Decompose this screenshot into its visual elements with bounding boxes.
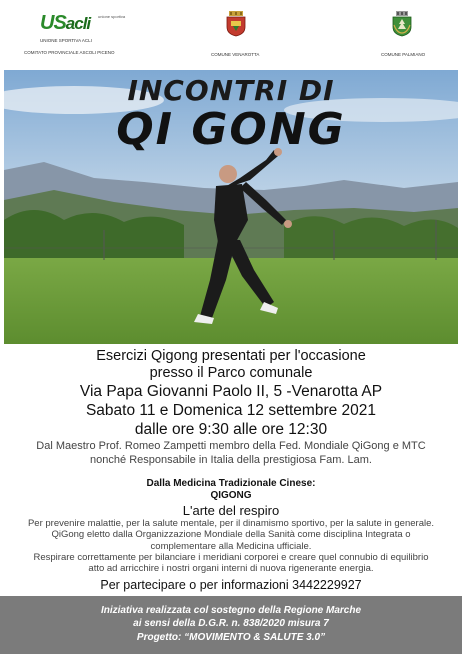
venarotta-crest-icon bbox=[225, 11, 247, 37]
footer-line3: Progetto: “MOVIMENTO & SALUTE 3.0” bbox=[136, 632, 326, 643]
maestro-line2: nonché Responsabile in Italia della prestigiosa Fam. Lam. bbox=[90, 454, 372, 466]
palmiano-crest-icon bbox=[391, 11, 413, 37]
crest-left-label: COMUNE VENAROTTA bbox=[211, 52, 260, 57]
crest-right-label: COMUNE PALMIANO bbox=[381, 52, 426, 57]
info-hours: dalle ore 9:30 alle ore 12:30 bbox=[134, 421, 328, 438]
mtc-heading: Dalla Medicina Tradizionale Cinese: bbox=[146, 478, 316, 489]
header bbox=[0, 0, 462, 64]
arte-del-respiro: L'arte del respiro bbox=[182, 503, 280, 518]
logo-small-text: unione sportiva bbox=[98, 14, 126, 19]
logo-line2: COMITATO PROVINCIALE ASCOLI PICENO bbox=[24, 50, 115, 55]
maestro-line1: Dal Maestro Prof. Romeo Zampetti membro della Fed. Mondiale QiGong e MTC bbox=[36, 440, 426, 452]
desc-line4: Respirare correttamente per bilanciare i meridiani corporei e creare quel connubio di equilibrio bbox=[33, 551, 429, 563]
mtc-subheading: QIGONG bbox=[210, 490, 252, 501]
footer-banner bbox=[0, 596, 462, 654]
desc-line1: Per prevenire malattie, per la salute mentale, per il dinamismo sportivo, per la salute in generale. bbox=[27, 518, 435, 529]
info-dates: Sabato 11 e Domenica 12 settembre 2021 bbox=[85, 402, 377, 419]
desc-line2: QiGong eletto dalla Organizzazione Mondiale della Sanità come disciplina Integrata o bbox=[51, 529, 411, 541]
footer-line1: Iniziativa realizzata col sostegno della Regione Marche bbox=[100, 605, 362, 616]
info-address: Via Papa Giovanni Paolo II, 5 -Venarotta AP bbox=[79, 383, 383, 400]
maestro-text bbox=[8, 439, 454, 467]
title-line1: INCONTRI DI bbox=[127, 74, 335, 107]
us-acli-logo-mark: USacli bbox=[40, 12, 91, 34]
desc-line3: complementare alla Medicina ufficiale. bbox=[150, 540, 312, 552]
footer-line2: ai sensi della D.G.R. n. 838/2020 misura 7 bbox=[133, 618, 329, 629]
desc-line5: atto ad arricchire i nostri organi interni di nuova rigenerante energia. bbox=[88, 563, 374, 575]
description bbox=[6, 518, 456, 574]
info-line1: Esercizi Qigong presentati per l'occasione bbox=[96, 348, 366, 364]
contact-line: Per partecipare o per informazioni 3442229927 bbox=[100, 578, 362, 592]
title-line2: QI GONG bbox=[116, 104, 346, 155]
us-acli-logo bbox=[24, 10, 158, 60]
logo-line1: UNIONE SPORTIVA ACLI bbox=[40, 38, 92, 43]
info-line2: presso il Parco comunale bbox=[149, 365, 313, 381]
